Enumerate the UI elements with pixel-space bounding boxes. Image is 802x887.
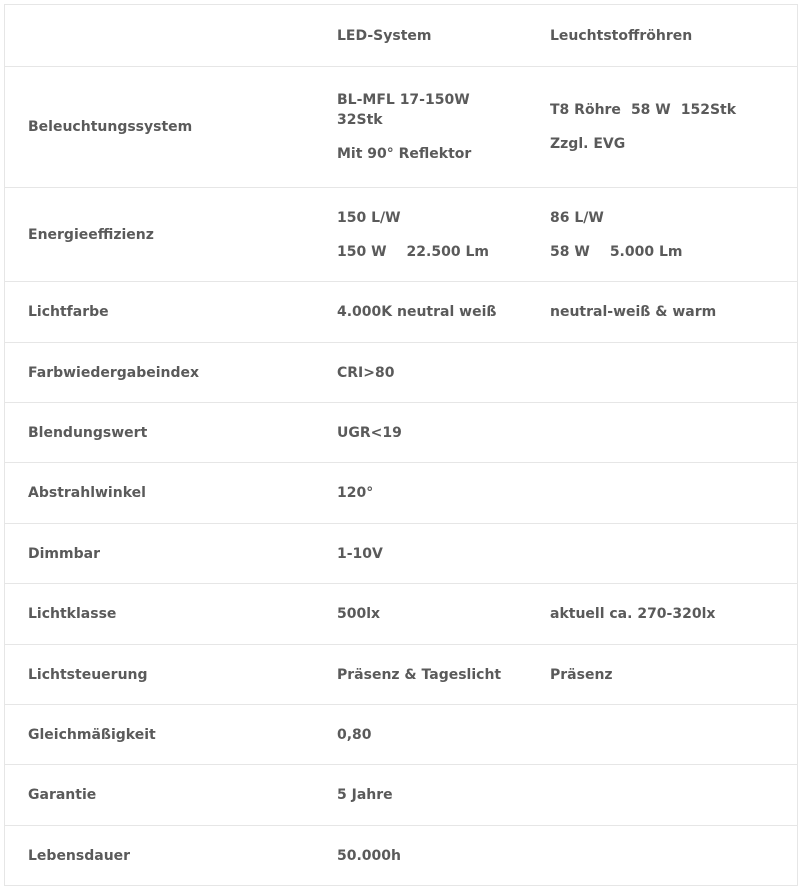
fluor-value: Präsenz [550, 666, 613, 683]
table-row [5, 462, 797, 523]
header-led-system: LED-System [337, 27, 432, 44]
led-value: 0,80 [337, 726, 372, 743]
header-fluorescent: Leuchtstoffröhren [550, 27, 693, 44]
led-value: CRI>80 [337, 364, 395, 381]
table-row [5, 704, 797, 764]
fluor-wattage: 58 W [630, 102, 671, 118]
row-label: Lichtfarbe [28, 304, 109, 320]
led-value: UGR<19 [337, 424, 402, 441]
table-row [5, 66, 797, 187]
led-value: 5 Jahre [337, 787, 393, 803]
fluor-efficacy: 86 L/W [550, 209, 604, 226]
led-lumen: 22.500 Lm [406, 243, 489, 260]
table-row [5, 342, 797, 402]
table-row [5, 187, 797, 281]
led-value: 4.000K neutral weiß [337, 304, 497, 320]
fluor-value: neutral-weiß & warm [550, 304, 717, 320]
row-label: Blendungswert [28, 424, 148, 441]
fluor-power-line [550, 242, 797, 262]
row-label: Lichtklasse [28, 606, 117, 622]
fluor-line-1 [550, 100, 797, 120]
comparison-table [4, 4, 798, 886]
row-label: Dimmbar [28, 545, 100, 562]
led-value: 120° [337, 485, 374, 501]
led-reflector: Mit 90° Reflektor [337, 146, 472, 162]
table-row [5, 764, 797, 825]
led-value: 50.000h [337, 847, 401, 864]
led-value: 1-10V [337, 545, 383, 562]
led-value: 500lx [337, 606, 381, 622]
row-label: Farbwiedergabeindex [28, 364, 200, 381]
led-value: Präsenz & Tageslicht [337, 666, 502, 683]
led-model: BL-MFL 17-150W [337, 92, 470, 108]
table-row [5, 644, 797, 704]
row-label: Garantie [28, 787, 97, 803]
led-efficacy: 150 L/W [337, 209, 401, 226]
fluor-value: aktuell ca. 270-320lx [550, 606, 716, 622]
row-label: Abstrahlwinkel [28, 485, 146, 501]
table-header-row [5, 5, 797, 66]
table-row [5, 825, 797, 885]
fluor-lumen: 5.000 Lm [609, 243, 683, 260]
fluor-power: 58 W [550, 243, 590, 260]
fluor-value [550, 100, 797, 154]
row-label: Energieeffizienz [28, 226, 154, 243]
fluor-count: 152Stk [680, 102, 737, 118]
fluor-value [550, 208, 797, 262]
fluor-tube: T8 Röhre [550, 102, 621, 118]
led-count: 32Stk [337, 112, 383, 128]
fluor-ballast: Zzgl. EVG [550, 136, 626, 152]
row-label: Beleuchtungssystem [28, 119, 193, 135]
table-row [5, 402, 797, 462]
led-power: 150 W [337, 243, 387, 260]
led-value [337, 208, 550, 262]
table-row [5, 523, 797, 583]
table-row [5, 281, 797, 342]
table-row [5, 583, 797, 644]
led-value [337, 90, 550, 164]
led-power-line [337, 242, 550, 262]
row-label: Gleichmäßigkeit [28, 726, 156, 743]
row-label: Lebensdauer [28, 847, 131, 864]
row-label: Lichtsteuerung [28, 666, 148, 683]
